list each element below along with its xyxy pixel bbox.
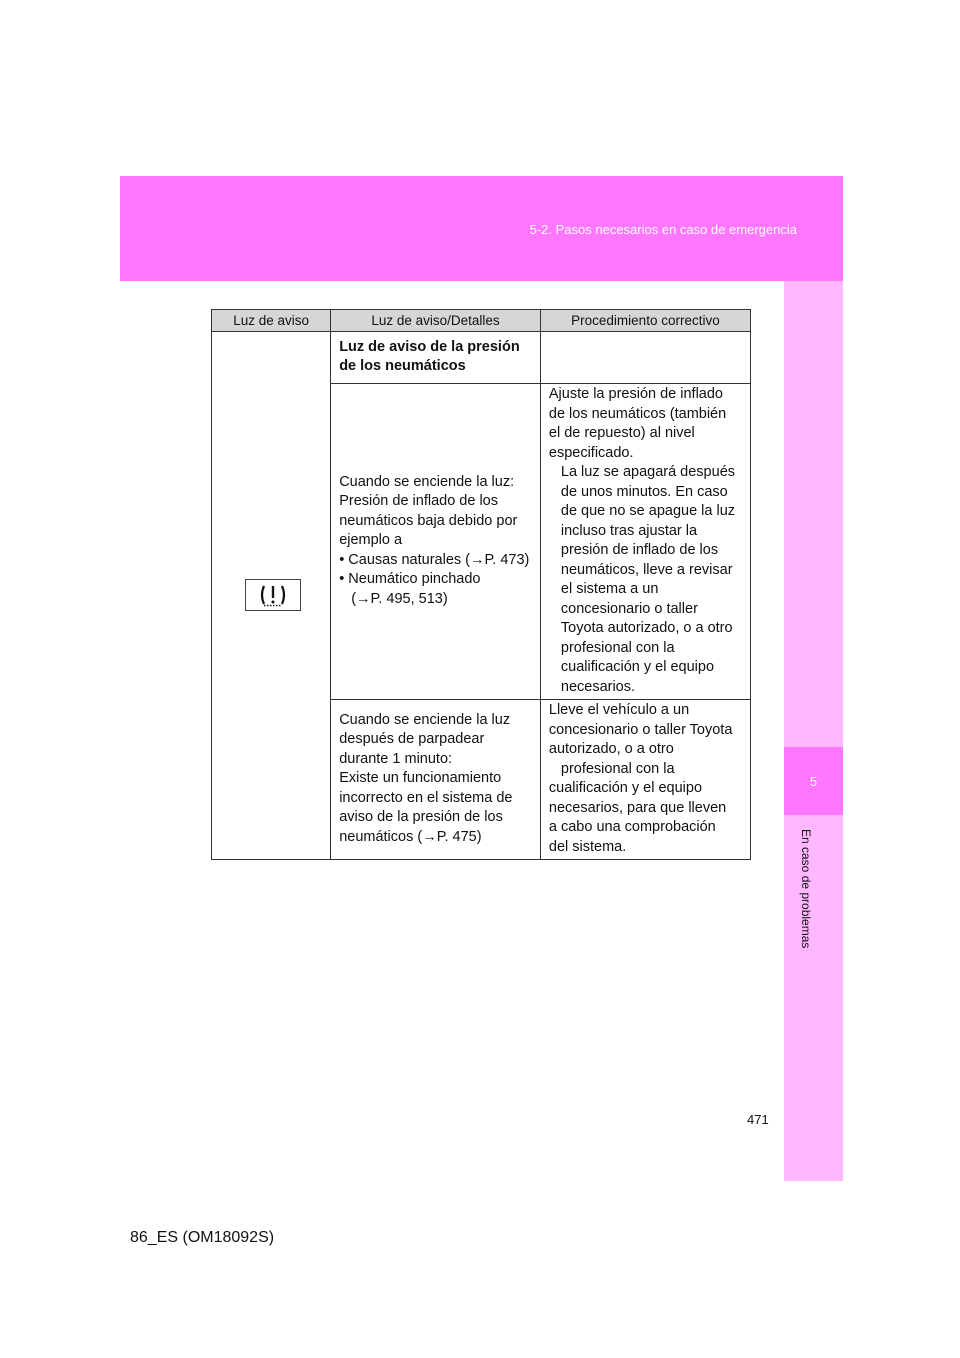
row1-procedure-cell [540,332,750,384]
header-details: Luz de aviso/Detalles [331,310,541,332]
tire-pressure-warning-icon [245,579,301,611]
table-row [212,332,751,384]
header-warning-light: Luz de aviso [212,310,331,332]
row2-procedure-cell: Ajuste la presión de inflado de los neumáticos (también el de repuesto) al nivel especificado. La luz se apagará después de unos minutos. En caso de que no se apague la luz incluso tras ajustar la presión de inflado de los neumáticos, lleve a revisar el sistema a un concesionario o taller Toyota autorizado, o a otro profesional con la cualificación y el equipo necesarios. [540,384,750,700]
row1-title-cell: Luz de aviso de la presión de los neumáticos [331,332,541,384]
row2-details-cell: Cuando se enciende la luz: Presión de inflado de los neumáticos baja debido por ejemplo a • Causas naturales (→P. 473) • Neumático pinchado (→P. 495, 513) [331,384,541,700]
warning-light-table [211,309,751,860]
chapter-side-tab[interactable] [784,281,843,1181]
footer-code: 86_ES (OM18092S) [130,1229,275,1246]
row3-procedure-cell: Lleve el vehículo a un concesionario o taller Toyota autorizado, o a otro profesional con la cualificación y el equipo necesarios, para que lleven a cabo una comprobación del sistema. [540,700,750,860]
row3-details-cell: Cuando se enciende la luz después de parpadear durante 1 minuto: Existe un funcionamiento incorrecto en el sistema de aviso de la presión de los neumáticos (→P. 475) [331,700,541,860]
page-number: 471 [747,1112,769,1127]
section-title: 5-2. Pasos necesarios en caso de emergencia [529,222,797,237]
chapter-number: 5 [784,747,843,815]
chapter-label: En caso de problemas [799,829,813,949]
table-header-row [212,310,751,332]
header-procedure: Procedimiento correctivo [540,310,750,332]
header-band [120,176,843,281]
warning-icon-cell [212,332,331,860]
